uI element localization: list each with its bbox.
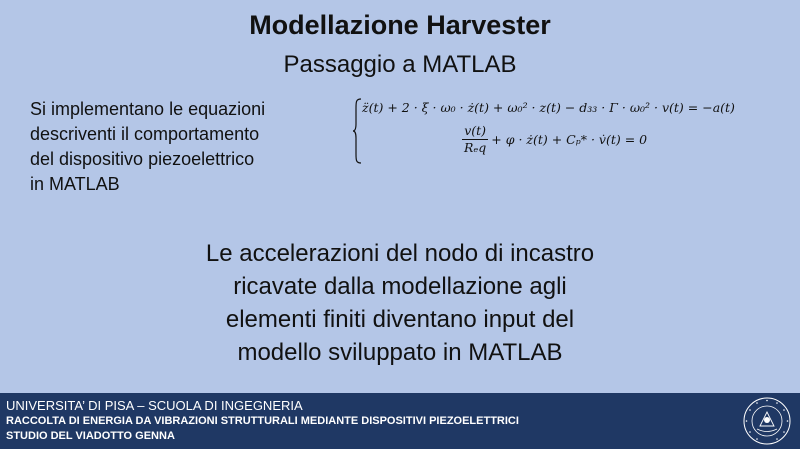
left-text-line: Si implementano le equazioni — [30, 99, 266, 119]
fraction-denominator: Rₑq — [464, 140, 487, 155]
fraction-numerator: v(t) — [464, 123, 487, 138]
center-text-line: elementi finiti diventano input del — [225, 306, 575, 333]
curly-brace-icon — [352, 98, 362, 164]
left-text-line: del dispositivo piezoelettrico — [30, 149, 255, 169]
center-text-line: ricavate dalla modellazione agli — [233, 273, 567, 300]
equation-electrical-rest: + φ · ż(t) + Cₚ* · v̇(t) = 0 — [491, 132, 648, 147]
left-text-line: descriventi il comportamento — [30, 124, 260, 144]
equation-motion: z̈(t) + 2 · ξ · ω₀ · ż(t) + ω₀² · z(t) − d₃₃ · Γ · ω₀² · v(t) = −a(t) — [362, 100, 735, 115]
slide-subtitle: Passaggio a MATLAB — [283, 51, 517, 78]
equation-fraction — [462, 124, 488, 155]
center-text-line: Le accelerazioni del nodo di incastro — [205, 240, 595, 267]
center-text-block — [0, 237, 800, 369]
footer-thesis-title: RACCOLTA DI ENERGIA DA VIBRAZIONI STRUTTURALI MEDIANTE DISPOSITIVI PIEZOELETTRICI — [6, 415, 519, 427]
left-text-block — [30, 97, 330, 197]
slide-title: Modellazione Harvester — [249, 10, 551, 40]
footer-bar — [0, 393, 800, 449]
equation-electrical — [462, 124, 647, 155]
left-text-line: in MATLAB — [30, 174, 120, 194]
footer-university: UNIVERSITA’ DI PISA – SCUOLA DI INGEGNERIA — [6, 398, 303, 413]
university-seal-icon — [742, 396, 792, 446]
center-text-line: modello sviluppato in MATLAB — [237, 339, 563, 366]
equation-system — [352, 98, 792, 166]
footer-thesis-subtitle: STUDIO DEL VIADOTTO GENNA — [6, 430, 175, 442]
